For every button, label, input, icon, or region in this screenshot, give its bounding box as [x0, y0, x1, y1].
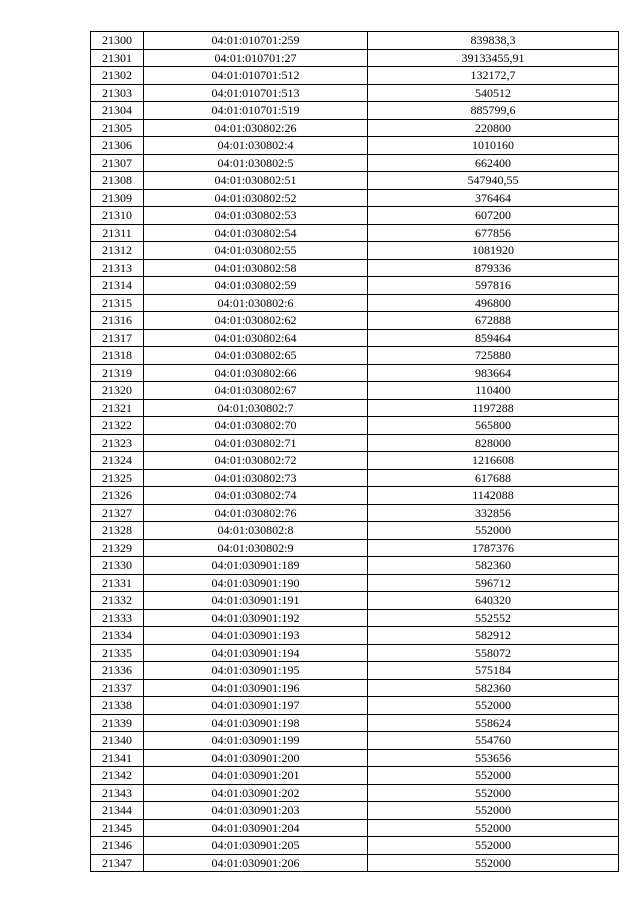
- cadastral-value-cell: 110400: [368, 382, 619, 400]
- cadastral-value-cell: 496800: [368, 294, 619, 312]
- cadastral-value-cell: 553656: [368, 749, 619, 767]
- table-row: [91, 854, 619, 872]
- row-number-cell: 21310: [91, 207, 144, 225]
- cadastral-value-cell: 677856: [368, 224, 619, 242]
- cadastral-number-cell: 04:01:030802:51: [144, 172, 368, 190]
- row-number-cell: 21322: [91, 417, 144, 435]
- cadastral-value-cell: 547940,55: [368, 172, 619, 190]
- row-number-cell: 21335: [91, 644, 144, 662]
- cadastral-value-cell: 552000: [368, 854, 619, 872]
- row-number-cell: 21320: [91, 382, 144, 400]
- table-row: [91, 277, 619, 295]
- cadastral-value-cell: 552552: [368, 609, 619, 627]
- table-row: [91, 84, 619, 102]
- table-row: [91, 697, 619, 715]
- cadastral-number-cell: 04:01:030901:190: [144, 574, 368, 592]
- cadastral-value-cell: 582912: [368, 627, 619, 645]
- table-row: [91, 522, 619, 540]
- row-number-cell: 21332: [91, 592, 144, 610]
- table-row: [91, 382, 619, 400]
- table-row: [91, 714, 619, 732]
- cadastral-number-cell: 04:01:030901:200: [144, 749, 368, 767]
- table-row: [91, 417, 619, 435]
- row-number-cell: 21302: [91, 67, 144, 85]
- cadastral-number-cell: 04:01:030802:71: [144, 434, 368, 452]
- cadastral-value-cell: 1787376: [368, 539, 619, 557]
- row-number-cell: 21305: [91, 119, 144, 137]
- cadastral-value-cell: 552000: [368, 784, 619, 802]
- table-row: [91, 294, 619, 312]
- table-row: [91, 137, 619, 155]
- row-number-cell: 21313: [91, 259, 144, 277]
- table-row: [91, 802, 619, 820]
- cadastral-number-cell: 04:01:010701:259: [144, 32, 368, 50]
- table-row: [91, 172, 619, 190]
- cadastral-number-cell: 04:01:030802:54: [144, 224, 368, 242]
- cadastral-number-cell: 04:01:030802:5: [144, 154, 368, 172]
- table-row: [91, 189, 619, 207]
- cadastral-value-cell: 552000: [368, 522, 619, 540]
- table-row: [91, 102, 619, 120]
- table-row: [91, 837, 619, 855]
- row-number-cell: 21327: [91, 504, 144, 522]
- table-row: [91, 679, 619, 697]
- table-row: [91, 627, 619, 645]
- cadastral-value-cell: 1142088: [368, 487, 619, 505]
- table-row: [91, 347, 619, 365]
- cadastral-value-cell: 132172,7: [368, 67, 619, 85]
- table-row: [91, 819, 619, 837]
- cadastral-value-cell: 839838,3: [368, 32, 619, 50]
- cadastral-number-cell: 04:01:030802:4: [144, 137, 368, 155]
- table-row: [91, 452, 619, 470]
- table-row: [91, 749, 619, 767]
- row-number-cell: 21330: [91, 557, 144, 575]
- row-number-cell: 21329: [91, 539, 144, 557]
- cadastral-value-cell: 552000: [368, 767, 619, 785]
- cadastral-number-cell: 04:01:030901:196: [144, 679, 368, 697]
- table-row: [91, 487, 619, 505]
- cadastral-number-cell: 04:01:030802:62: [144, 312, 368, 330]
- cadastral-number-cell: 04:01:030802:9: [144, 539, 368, 557]
- cadastral-value-cell: 885799,6: [368, 102, 619, 120]
- row-number-cell: 21347: [91, 854, 144, 872]
- cadastral-number-cell: 04:01:030802:59: [144, 277, 368, 295]
- cadastral-number-cell: 04:01:030901:197: [144, 697, 368, 715]
- cadastral-number-cell: 04:01:010701:27: [144, 49, 368, 67]
- cadastral-number-cell: 04:01:030901:206: [144, 854, 368, 872]
- cadastral-number-cell: 04:01:010701:519: [144, 102, 368, 120]
- cadastral-number-cell: 04:01:030802:72: [144, 452, 368, 470]
- row-number-cell: 21325: [91, 469, 144, 487]
- row-number-cell: 21345: [91, 819, 144, 837]
- cadastral-value-cell: 558624: [368, 714, 619, 732]
- row-number-cell: 21308: [91, 172, 144, 190]
- cadastral-value-cell: 1216608: [368, 452, 619, 470]
- row-number-cell: 21346: [91, 837, 144, 855]
- row-number-cell: 21326: [91, 487, 144, 505]
- cadastral-value-cell: 552000: [368, 697, 619, 715]
- cadastral-value-cell: 859464: [368, 329, 619, 347]
- cadastral-value-cell: 565800: [368, 417, 619, 435]
- table-row: [91, 154, 619, 172]
- cadastral-value-cell: 582360: [368, 557, 619, 575]
- row-number-cell: 21307: [91, 154, 144, 172]
- cadastral-number-cell: 04:01:030802:66: [144, 364, 368, 382]
- row-number-cell: 21304: [91, 102, 144, 120]
- cadastral-number-cell: 04:01:030901:199: [144, 732, 368, 750]
- cadastral-number-cell: 04:01:030802:55: [144, 242, 368, 260]
- cadastral-number-cell: 04:01:030901:193: [144, 627, 368, 645]
- cadastral-value-cell: 575184: [368, 662, 619, 680]
- cadastral-number-cell: 04:01:030901:201: [144, 767, 368, 785]
- row-number-cell: 21306: [91, 137, 144, 155]
- cadastral-number-cell: 04:01:030802:52: [144, 189, 368, 207]
- cadastral-number-cell: 04:01:030901:204: [144, 819, 368, 837]
- row-number-cell: 21340: [91, 732, 144, 750]
- row-number-cell: 21317: [91, 329, 144, 347]
- cadastral-value-cell: 554760: [368, 732, 619, 750]
- row-number-cell: 21343: [91, 784, 144, 802]
- cadastral-value-cell: 879336: [368, 259, 619, 277]
- row-number-cell: 21319: [91, 364, 144, 382]
- table-row: [91, 732, 619, 750]
- cadastral-number-cell: 04:01:010701:512: [144, 67, 368, 85]
- table-row: [91, 469, 619, 487]
- row-number-cell: 21314: [91, 277, 144, 295]
- table-row: [91, 434, 619, 452]
- table-row: [91, 312, 619, 330]
- cadastral-number-cell: 04:01:030802:76: [144, 504, 368, 522]
- row-number-cell: 21338: [91, 697, 144, 715]
- table-row: [91, 207, 619, 225]
- cadastral-value-cell: 540512: [368, 84, 619, 102]
- row-number-cell: 21339: [91, 714, 144, 732]
- cadastral-number-cell: 04:01:030901:189: [144, 557, 368, 575]
- cadastral-number-cell: 04:01:030802:7: [144, 399, 368, 417]
- cadastral-number-cell: 04:01:030802:70: [144, 417, 368, 435]
- table-row: [91, 49, 619, 67]
- cadastral-number-cell: 04:01:010701:513: [144, 84, 368, 102]
- cadastral-value-cell: 617688: [368, 469, 619, 487]
- row-number-cell: 21337: [91, 679, 144, 697]
- row-number-cell: 21312: [91, 242, 144, 260]
- cadastral-value-cell: 376464: [368, 189, 619, 207]
- table-row: [91, 574, 619, 592]
- row-number-cell: 21328: [91, 522, 144, 540]
- cadastral-value-cell: 1010160: [368, 137, 619, 155]
- cadastral-value-cell: 1197288: [368, 399, 619, 417]
- table-row: [91, 504, 619, 522]
- row-number-cell: 21334: [91, 627, 144, 645]
- cadastral-number-cell: 04:01:030901:191: [144, 592, 368, 610]
- table-row: [91, 224, 619, 242]
- row-number-cell: 21316: [91, 312, 144, 330]
- cadastral-number-cell: 04:01:030802:73: [144, 469, 368, 487]
- row-number-cell: 21333: [91, 609, 144, 627]
- cadastral-value-cell: 725880: [368, 347, 619, 365]
- row-number-cell: 21315: [91, 294, 144, 312]
- cadastral-number-cell: 04:01:030802:74: [144, 487, 368, 505]
- table-body: [91, 32, 619, 872]
- cadastral-value-cell: 39133455,91: [368, 49, 619, 67]
- table-row: [91, 67, 619, 85]
- cadastral-value-table: [90, 31, 619, 872]
- table-row: [91, 784, 619, 802]
- cadastral-value-cell: 662400: [368, 154, 619, 172]
- cadastral-number-cell: 04:01:030802:26: [144, 119, 368, 137]
- row-number-cell: 21311: [91, 224, 144, 242]
- cadastral-number-cell: 04:01:030901:192: [144, 609, 368, 627]
- table-row: [91, 644, 619, 662]
- cadastral-value-cell: 983664: [368, 364, 619, 382]
- cadastral-number-cell: 04:01:030901:203: [144, 802, 368, 820]
- cadastral-value-cell: 640320: [368, 592, 619, 610]
- cadastral-value-cell: 1081920: [368, 242, 619, 260]
- cadastral-number-cell: 04:01:030802:67: [144, 382, 368, 400]
- row-number-cell: 21336: [91, 662, 144, 680]
- table-row: [91, 662, 619, 680]
- cadastral-number-cell: 04:01:030901:195: [144, 662, 368, 680]
- row-number-cell: 21301: [91, 49, 144, 67]
- table-row: [91, 364, 619, 382]
- cadastral-value-cell: 582360: [368, 679, 619, 697]
- row-number-cell: 21344: [91, 802, 144, 820]
- cadastral-number-cell: 04:01:030802:8: [144, 522, 368, 540]
- cadastral-number-cell: 04:01:030802:6: [144, 294, 368, 312]
- cadastral-value-cell: 332856: [368, 504, 619, 522]
- row-number-cell: 21321: [91, 399, 144, 417]
- row-number-cell: 21300: [91, 32, 144, 50]
- table-row: [91, 32, 619, 50]
- cadastral-value-cell: 220800: [368, 119, 619, 137]
- table-row: [91, 592, 619, 610]
- cadastral-value-cell: 607200: [368, 207, 619, 225]
- cadastral-number-cell: 04:01:030802:58: [144, 259, 368, 277]
- cadastral-number-cell: 04:01:030802:64: [144, 329, 368, 347]
- document-page: [90, 31, 618, 872]
- row-number-cell: 21323: [91, 434, 144, 452]
- row-number-cell: 21318: [91, 347, 144, 365]
- cadastral-value-cell: 552000: [368, 837, 619, 855]
- table-row: [91, 557, 619, 575]
- row-number-cell: 21324: [91, 452, 144, 470]
- row-number-cell: 21342: [91, 767, 144, 785]
- cadastral-value-cell: 596712: [368, 574, 619, 592]
- cadastral-value-cell: 828000: [368, 434, 619, 452]
- cadastral-number-cell: 04:01:030802:53: [144, 207, 368, 225]
- table-row: [91, 242, 619, 260]
- table-row: [91, 259, 619, 277]
- table-row: [91, 539, 619, 557]
- cadastral-value-cell: 597816: [368, 277, 619, 295]
- row-number-cell: 21309: [91, 189, 144, 207]
- table-row: [91, 767, 619, 785]
- cadastral-number-cell: 04:01:030901:202: [144, 784, 368, 802]
- cadastral-value-cell: 558072: [368, 644, 619, 662]
- cadastral-value-cell: 672888: [368, 312, 619, 330]
- row-number-cell: 21341: [91, 749, 144, 767]
- table-row: [91, 119, 619, 137]
- cadastral-value-cell: 552000: [368, 802, 619, 820]
- row-number-cell: 21303: [91, 84, 144, 102]
- cadastral-number-cell: 04:01:030901:205: [144, 837, 368, 855]
- cadastral-number-cell: 04:01:030901:194: [144, 644, 368, 662]
- cadastral-number-cell: 04:01:030901:198: [144, 714, 368, 732]
- table-row: [91, 329, 619, 347]
- cadastral-number-cell: 04:01:030802:65: [144, 347, 368, 365]
- cadastral-value-cell: 552000: [368, 819, 619, 837]
- table-row: [91, 399, 619, 417]
- table-row: [91, 609, 619, 627]
- row-number-cell: 21331: [91, 574, 144, 592]
